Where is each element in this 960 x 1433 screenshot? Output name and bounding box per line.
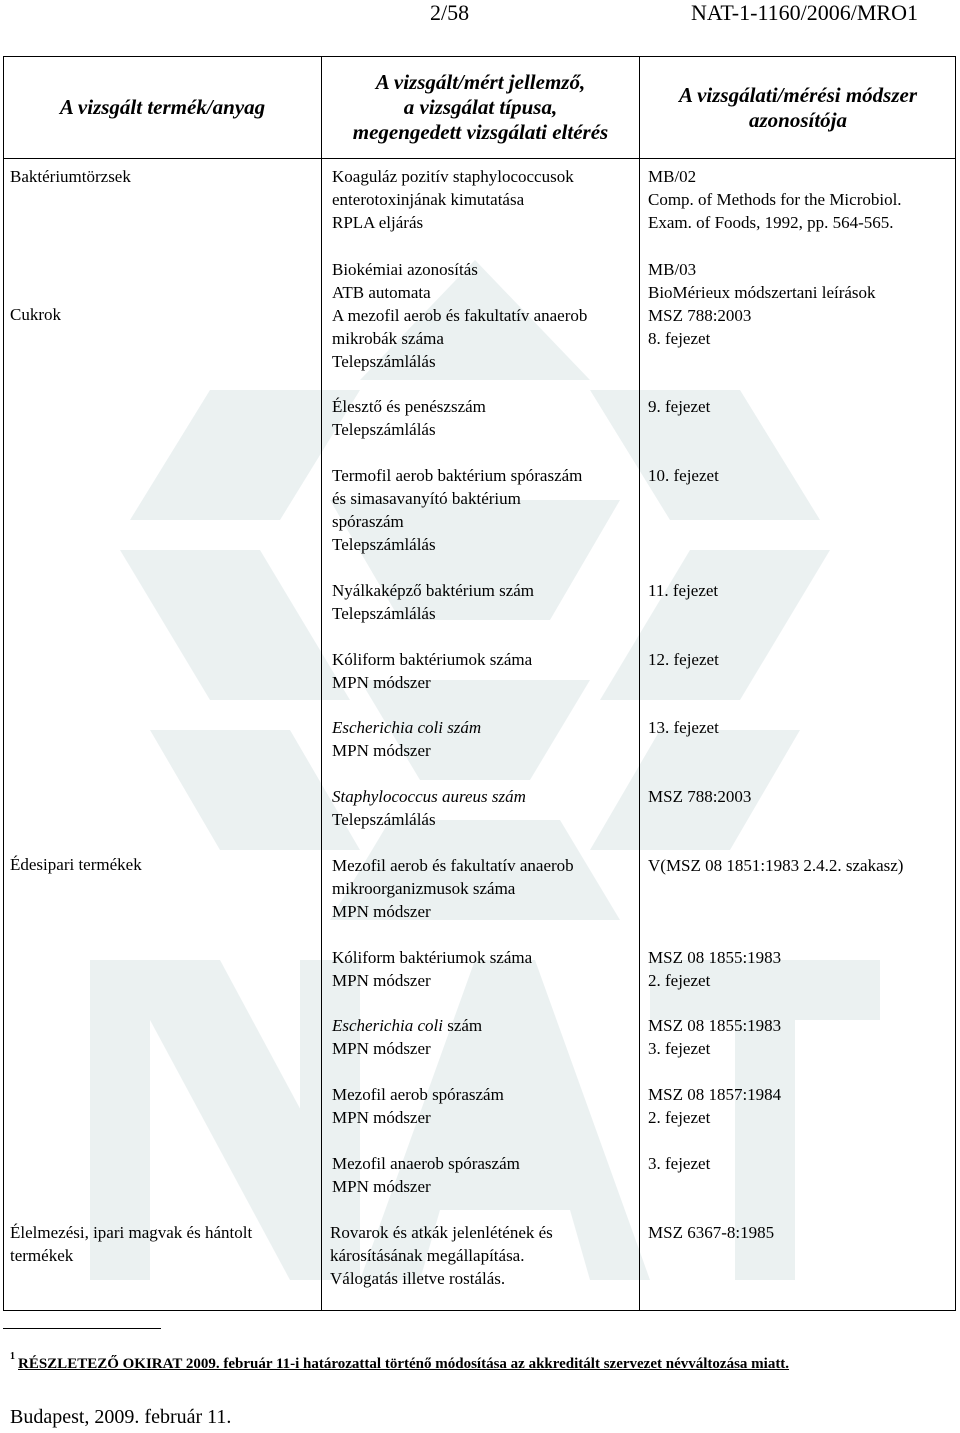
method-block [648,648,953,671]
test-block [332,395,632,441]
method-block [648,1083,953,1129]
page-header [0,0,960,30]
test-block [330,1221,630,1290]
method-block [648,1014,953,1060]
test-line: Mezofil anaerob spóraszám [332,1154,520,1173]
test-line: MPN módszer [332,902,431,921]
test-line: Mezofil aerob spóraszám [332,1085,504,1104]
test-block [332,785,632,831]
method-line: MSZ 08 1857:1984 [648,1085,782,1104]
header-product-label: A vizsgált termék/anyag [59,95,266,119]
page-number: 2/58 [430,0,470,25]
test-line: Kóliform baktériumok száma [332,650,533,669]
method-line: 10. fejezet [648,466,719,485]
method-line: Exam. of Foods, 1992, pp. 564-565. [648,213,894,232]
method-block [648,579,953,602]
test-block [332,258,632,373]
test-block [332,464,632,556]
test-line: és simasavanyító baktérium [332,489,521,508]
test-block [332,579,632,625]
method-block [648,1152,953,1175]
header-method-line: azonosítója [748,107,847,132]
method-line: 8. fejezet [648,329,711,348]
method-line: Comp. of Methods for the Microbiol. [648,190,902,209]
test-line: Staphylococcus aureus szám [332,787,526,806]
test-block [332,165,632,234]
test-line: Telepszámlálás [332,604,436,623]
product-cell [10,1221,310,1267]
method-line: 3. fejezet [648,1154,711,1173]
method-line: 2. fejezet [648,971,711,990]
footnote-separator [3,1328,161,1329]
footnote-marker: 1 [10,1351,15,1362]
document-id: NAT-1-1160/2006/MRO1 [691,0,918,25]
method-line: MB/02 [648,167,697,186]
method-line: BioMérieux módszertani leírások [648,283,876,302]
test-block [332,946,632,992]
method-line: 12. fejezet [648,650,719,669]
test-line: MPN módszer [332,1039,431,1058]
method-line: MSZ 08 1855:1983 [648,948,782,967]
test-line: mikrobák száma [332,329,444,348]
method-block [648,395,953,418]
test-line: ATB automata [332,283,431,302]
method-line: 2. fejezet [648,1108,711,1127]
test-line: Telepszámlálás [332,420,436,439]
test-line: RPLA eljárás [332,213,424,232]
header-property-line: megengedett vizsgálati eltérés [352,120,609,144]
test-line: Koaguláz pozitív staphylococcusok [332,167,574,186]
test-line: A mezofil aerob és fakultatív anaerob [332,306,588,325]
product-cell [10,165,310,188]
test-line-italic: Escherichia coli [332,1016,443,1035]
method-line: MSZ 6367-8:1985 [648,1223,775,1242]
method-line: 11. fejezet [648,581,719,600]
column-divider-1 [321,57,322,1310]
header-method [640,57,956,158]
test-line: Biokémiai azonosítás [332,260,478,279]
header-product [4,57,321,158]
test-line: Nyálkaképző baktérium szám [332,581,535,600]
test-line: enterotoxinjának kimutatása [332,190,525,209]
test-block [332,1083,632,1129]
test-line: Mezofil aerob és fakultatív anaerob [332,856,574,875]
header-property-line: A vizsgált/mért jellemző, [375,70,586,94]
test-line: Élesztő és penészszám [332,397,486,416]
header-divider [4,158,955,159]
city-date: Budapest, 2009. február 11. [10,1406,232,1428]
method-line: MB/03 [648,260,697,279]
test-line: Rovarok és atkák jelenlétének és [330,1223,553,1242]
test-line: MPN módszer [332,971,431,990]
test-line: spóraszám [332,512,404,531]
test-block [332,716,632,762]
product-name: Édesipari termékek [10,855,142,874]
method-line: MSZ 788:2003 [648,306,752,325]
header-method-line: A vizsgálati/mérési módszer [678,82,917,107]
test-block [332,1014,632,1060]
product-cell [10,303,310,326]
test-line: Telepszámlálás [332,535,436,554]
test-line: Válogatás illetve rostálás. [330,1269,506,1288]
test-line: mikroorganizmusok száma [332,879,516,898]
method-line: 9. fejezet [648,397,711,416]
test-line: Termofil aerob baktérium spóraszám [332,466,583,485]
test-line: Escherichia coli szám [332,1016,483,1035]
header-property [322,57,639,158]
test-line: MPN módszer [332,1177,431,1196]
method-line: 3. fejezet [648,1039,711,1058]
method-block [648,785,953,808]
test-block [332,854,632,923]
column-divider-2 [639,57,640,1310]
method-line: MSZ 08 1855:1983 [648,1016,782,1035]
footnote-text: RÉSZLETEZŐ OKIRAT 2009. február 11-i határozattal történő módosítása az akkreditált szervezet névváltozása miatt. [18,1356,790,1372]
method-block [648,716,953,739]
test-line: Telepszámlálás [332,352,436,371]
product-cell [10,853,310,876]
method-block [648,464,953,487]
test-block [332,1152,632,1198]
method-block [648,258,953,350]
method-line: V(MSZ 08 1851:1983 2.4.2. szakasz) [648,856,904,875]
header-property-line: a vizsgálat típusa, [403,95,558,119]
test-line: MPN módszer [332,673,431,692]
test-line: Kóliform baktériumok száma [332,948,533,967]
method-block [648,854,953,877]
method-line: 13. fejezet [648,718,719,737]
method-block [648,165,953,234]
method-line: MSZ 788:2003 [648,787,752,806]
test-line: Telepszámlálás [332,810,436,829]
product-name: Baktériumtörzsek [10,167,131,186]
test-line: károsításának megállapítása. [330,1246,525,1265]
footnote [10,1350,789,1374]
method-block [648,1221,953,1244]
product-name: Cukrok [10,305,61,324]
test-line: Escherichia coli szám [332,718,482,737]
method-block [648,946,953,992]
test-block [332,648,632,694]
product-name: Élelmezési, ipari magvak és hántolt [10,1223,253,1242]
test-line: MPN módszer [332,1108,431,1127]
product-name: termékek [10,1246,74,1265]
test-line: MPN módszer [332,741,431,760]
